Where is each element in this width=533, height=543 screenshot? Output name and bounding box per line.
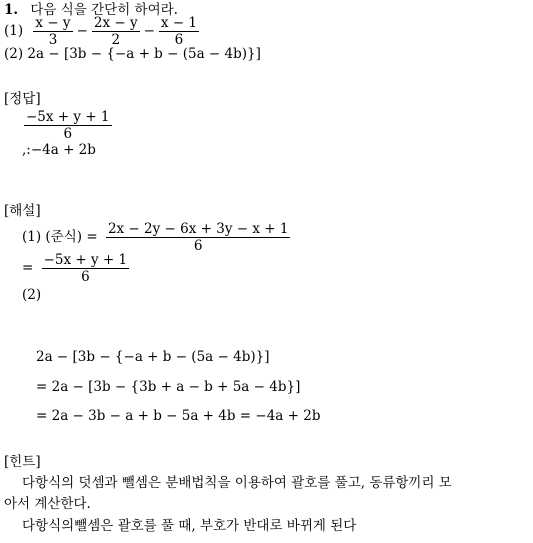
solution-part2-label: (2) — [22, 287, 42, 303]
fraction-term-2: $\frac{2x - y}{2}$ — [93, 15, 138, 49]
hint-line-3: 다항식의뺄셈은 괄호를 풀 때, 부호가 반대로 바뀌게 된다 — [22, 518, 357, 534]
problem-item-2: (2) 2a − [3b − {−a + b − (5a − 4b)}] — [4, 46, 261, 62]
part1-label: (1) (준식) = — [22, 228, 98, 245]
problem-instruction: 다음 식을 간단히 하여라. — [30, 2, 178, 18]
problem-item-1 — [4, 16, 199, 47]
problem-number: 1. — [4, 2, 19, 18]
hint-line-2: 아서 계산한다. — [4, 496, 91, 512]
answer-fraction: $\frac{-5x + y + 1}{6}$ — [26, 109, 110, 143]
solution-line-c: = 2a − 3b − a + b − 5a + 4b = −4a + 2b — [36, 408, 321, 424]
fraction-term-1: $\frac{x - y}{3}$ — [35, 15, 71, 49]
operator: − — [76, 22, 88, 39]
answer-line-2: ,:−4a + 2b — [22, 142, 96, 158]
fraction-term-3: $\frac{x - 1}{6}$ — [160, 15, 198, 49]
item1-label: (1) — [4, 22, 24, 39]
eq2-fraction: $\frac{-5x + y + 1}{6}$ — [43, 252, 128, 286]
hint-line-1: 다항식의 덧셈과 뺄셈은 분배법칙을 이용하여 괄호를 풀고, 동류항끼리 모 — [22, 475, 452, 491]
solution-eq2: = $\frac{-5x + y + 1}{6}$ — [22, 252, 128, 286]
operator: − — [143, 22, 155, 39]
solution-line-a: 2a − [3b − {−a + b − (5a − 4b)}] — [36, 349, 270, 365]
hint-heading: [힌트] — [4, 454, 41, 470]
answer-heading: [정답] — [4, 91, 41, 107]
part1-fraction: $\frac{2x - 2y - 6x + 3y - x + 1}{6}$ — [107, 221, 289, 255]
solution-heading: [해설] — [4, 203, 41, 219]
solution-line-b: = 2a − [3b − {3b + a − b + 5a − 4b}] — [36, 379, 301, 395]
solution-part1 — [22, 222, 290, 253]
